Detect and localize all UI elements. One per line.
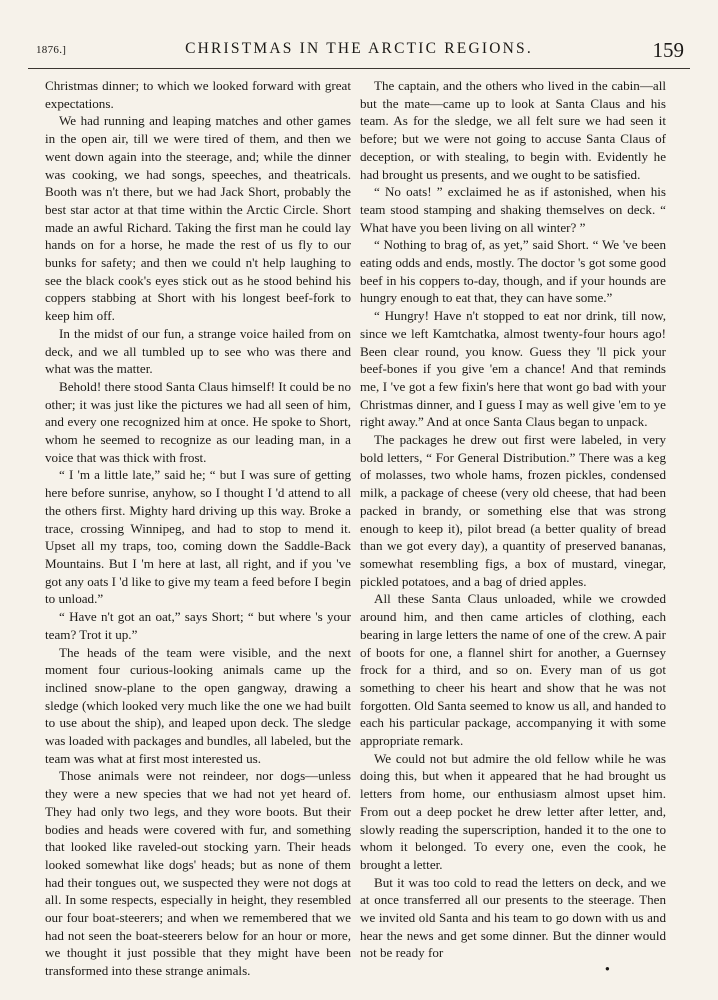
left-column xyxy=(45,77,351,980)
paragraph: “ Nothing to brag of, as yet,” said Short. “ We 've been eating odds and ends, mostly. The doctor 's got some good beef in his coppers to-day, though, and if your hounds are hungry enough to eat that, they can have some.” xyxy=(360,237,666,306)
paragraph: Those animals were not reindeer, nor dogs—unless they were a new species that we had not yet heard of. They had only two legs, and they wore boots. But their bodies and heads were covered with fur, and something that looked like raveled-out stocking yarn. Their heads looked somewhat like dogs' heads; but as none of them had their tongues out, we suspected they were not dogs at all. In some respects, especially in height, they resembled our four boat-steerers; and when we remembered that we had not seen the boat-steerers below for an hour or more, we thought it just possible that they might have been transformed into these strange animals. xyxy=(45,768,351,979)
printer-mark-icon: ● xyxy=(605,964,610,973)
paragraph: “ Have n't got an oat,” says Short; “ but where 's your team? Trot it up.” xyxy=(45,609,351,642)
running-header xyxy=(28,40,690,62)
header-rule xyxy=(28,68,690,69)
header-title: CHRISTMAS IN THE ARCTIC REGIONS. xyxy=(185,40,533,57)
paragraph: The heads of the team were visible, and the next moment four curious-looking animals came up the inclined snow-plane to the open gangway, drawing a sledge (which looked very much like the one we had built to use about the ship), and leaped upon deck. The sledge was loaded with packages and bundles, all labeled, but the team was what at first most interested us. xyxy=(45,644,351,766)
header-date: 1876.] xyxy=(36,44,67,56)
paragraph: We could not but admire the old fellow while he was doing this, but when it appeared that he had brought us letters from home, our enthusiasm almost upset him. From out a deep pocket he drew letter after letter, and, slowly reading the superscription, handed it to the one to whom it belonged. To every one, even the cook, he brought a letter. xyxy=(360,750,666,872)
paragraph: “ Hungry! Have n't stopped to eat nor drink, till now, since we left Kamtchatka, almost twenty-four hours ago! Been clear round, you know. Guess they 'll pick your beef-bones if you give 'em a chance! And that reminds me, I 've got a few fixin's here that wont go bad with your Christmas dinner, and I guess I may as well give 'em to ye right away.” And at once Santa Claus began to unpack. xyxy=(360,308,666,430)
paragraph: The packages he drew out first were labeled, in very bold letters, “ For General Distribution.” There was a keg of molasses, two whole hams, frozen pickles, condensed milk, a package of cheese (very old cheese, that had been packed in brandy, or something else that was strong enough to keep it), pilot bread (a better quality of bread than we got every day), a quantity of preserved bananas, somewhat resembling figs, a box of mustard, vinegar, pickled potatoes, and a bag of dried apples. xyxy=(360,432,666,589)
paragraph: Behold! there stood Santa Claus himself! It could be no other; it was just like the pictures we had all seen of him, and every one recognized him at once. He spoke to Short, whom he seemed to recognize as our leading man, in a voice that was thick with frost. xyxy=(45,378,351,465)
paragraph: Christmas dinner; to which we looked forward with great expectations. xyxy=(45,78,351,111)
paragraph: The captain, and the others who lived in the cabin—all but the mate—came up to look at Santa Claus and his team. As for the sledge, we all felt sure we had seen it before; but we were not going to accuse Santa Claus of deception, or with stealing, to begin with. Evidently he had brought us presents, and we ought to be satisfied. xyxy=(360,78,666,182)
paragraph: In the midst of our fun, a strange voice hailed from on deck, and we all tumbled up to see who was there and what was the matter. xyxy=(45,325,351,377)
right-column xyxy=(360,77,666,962)
paragraph: But it was too cold to read the letters on deck, and we at once transferred all our presents to the steerage. Then we invited old Santa and his team to go down with us and hear the news and get some dinner. But the dinner would not be ready for xyxy=(360,874,666,961)
paragraph: We had running and leaping matches and other games in the open air, till we were tired of them, and then we went down again into the steerage, and; while the dinner was cooking, we had songs, speeches, and theatricals. Booth was n't there, but we had Jack Short, probably the best star actor at that time within the Arctic Circle. Short made an awful Richard. Taking the first man he could lay hands on for a horse, he made the rest of us fly to our bunks for safety; and then we could n't help laughing to see the black cook's eyes stick out as he stood behind his coppers stabbing at Short with his longest beef-fork to keep him off. xyxy=(45,113,351,324)
paragraph: All these Santa Claus unloaded, while we crowded around him, and then came articles of clothing, each bearing in large letters the name of one of the crew. A pair of boots for one, a flannel shirt for another, a Guernsey frock for a third, and so on. Every man of us got something to cheer his heart and show that he was not forgotten. Old Santa seemed to know us all, and handed to each his particular package, accompanying it with some appropriate remark. xyxy=(360,591,666,749)
paragraph: “ No oats! ” exclaimed he as if astonished, when his team stood stamping and shaking themselves on deck. “ What have you been living on all winter? ” xyxy=(360,184,666,235)
page-number: 159 xyxy=(652,38,684,62)
paragraph: “ I 'm a little late,” said he; “ but I was sure of getting here before sunrise, anyhow, so I thought I 'd attend to all the others first. Mighty hard driving up this way. Broke a trace, crossing Winnipeg, and had to stop to mend it. Upset all my traps, too, coming down the Saddle-Back Mountains. But I 'm here at last, all right, and if you 've got any oats I 'd like to give my team a feed before I begin to unload.” xyxy=(45,467,351,607)
